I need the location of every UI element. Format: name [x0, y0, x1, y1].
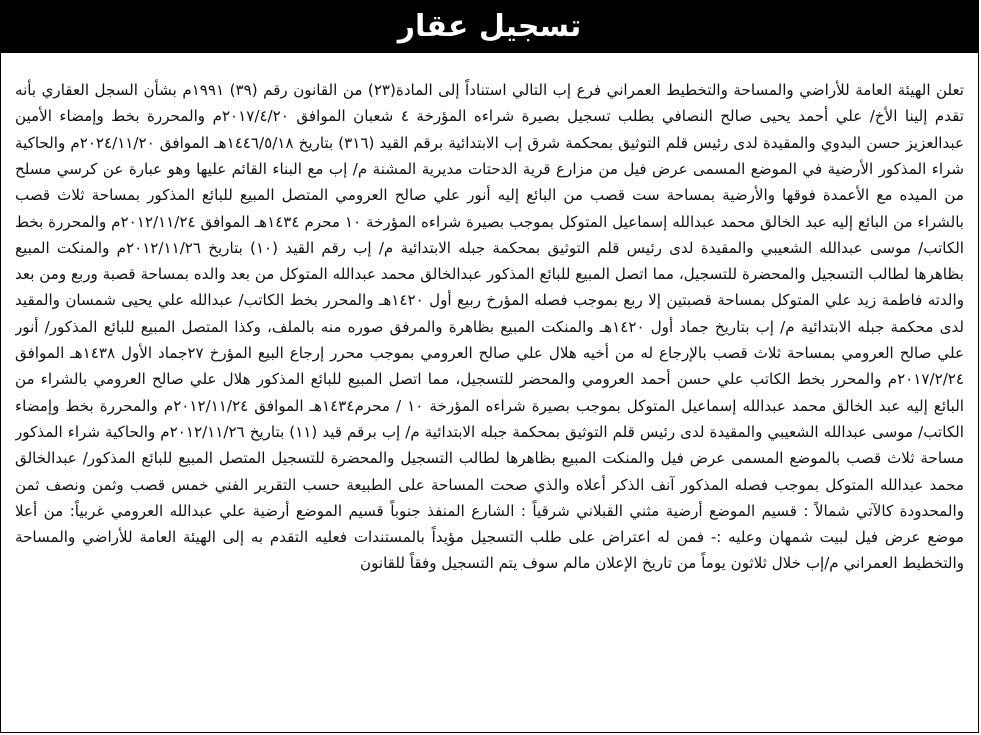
notice-body: تعلن الهيئة العامة للأراضي والمساحة والتخطيط العمراني فرع إب التالي استناداً إلى المادة(٢٣) من القانون رقم (٣٩) ١٩٩١م بشأن السجل العقاري بأنه تقدم إلينا الأخ/ علي أحمد يحيى صالح النصافي بطلب تسجيل بصيرة شراءه المؤرخة ٤ شعبان الموافق ٢٠١٧/٤/٢٠م والمحررة بخط وإمضاء الأمين عبدالعزيز حسن البدوي والمقيدة لدى رئيس قلم التوثيق بمحكمة شرق إب الابتدائية برقم القيد (٣١٦) بتاريخ ١٤٤٦/٥/١٨هـ الموافق ٢٠٢٤/١١/٢٠م والحاكية شراء المذكور الأرضية في الموضع المسمى عرض فيل من مزارع قرية الدحتات مديرية المشنة م/ إب مع البناء القائم عليها وهو عبارة عن كرسي مسلح من الميده مع الأعمدة فوقها والأرضية بمساحة ست قصب من البائع إليه أنور علي صالح العرومي المتصل المبيع للبائع المذكور بمساحة ثلاث قصب بالشراء من البائع إليه عبد الخالق محمد عبدالله إسماعيل المتوكل بموجب بصيرة شراءه المؤرخة ١٠ محرم ١٤٣٤هـ الموافق ٢٠١٢/١١/٢٤م والمحررة بخط الكاتب/ موسى عبدالله الشعيبي والمقيدة لدى رئيس قلم التوثيق بمحكمة جبله الابتدائية م/ إب رقم القيد (١٠) بتاريخ ٢٠١٢/١١/٢٦م والمنكت المبيع بظاهرها لطالب التسجيل والمحضرة للتسجيل، مما اتصل المبيع للبائع المذكور عبدالخالق محمد عبدالله المتوكل من بعد والده بمساحة قصبة وربع ومن بعد والدته فاطمة زيد علي المتوكل بمساحة قصبتين إلا ربع بموجب فصله المؤرخ ربيع أول ١٤٢٠هـ والمحرر بخط الكاتب/ عبدالله علي يحيى شمسان والمقيد لدى محكمة جبله الابتدائية م/ إب بتاريخ جماد أول ١٤٢٠هـ والمنكت المبيع بظاهرة والمرفق صوره منه بالملف، وكذا المتصل المبيع للبائع المذكور/ أنور علي صالح العرومي بمساحة ثلاث قصب بالإرجاع له من أخيه هلال علي صالح العرومي بموجب محرر إرجاع البيع المؤرخ ٢٧جماد الأول ١٤٣٨هـ الموافق ٢٠١٧/٢/٢٤م والمحرر بخط الكاتب علي حسن أحمد العرومي والمحضر للتسجيل، مما اتصل المبيع للبائع المذكور هلال علي صالح العرومي بالشراء من البائع إليه عبد الخالق محمد عبدالله إسماعيل المتوكل بموجب بصيرة شراءه المؤرخة ١٠ / محرم١٤٣٤هـ الموافق ٢٠١٢/١١/٢٤م والمحررة بخط وإمضاء الكاتب/ موسى عبدالله الشعيبي والمقيدة لدى رئيس قلم التوثيق بمحكمة جبله الابتدائية م/ إب برقم قيد (١١) بتاريخ ٢٠١٢/١١/٢٦م والحاكية شراء المذكور مساحة ثلاث قصب بالموضع المسمى عرض فيل والمنكت المبيع بظاهرها لطالب التسجيل والمحضرة للتسجيل المتصل المبيع للبائع المذكور/ عبدالخالق محمد عبدالله المتوكل بموجب فصله المذكور آنف الذكر أعلاه والذي صحت المساحة على الطبيعة حسب التقرير الفني خمس قصب وثمن ونصف ثمن والمحدودة كالآتي شمالاً : قسيم الموضع أرضية مثني القبلاني شرقياً : الشارع المنفذ جنوباً قسيم الموضع أرضية علي عبدالله العرومي غربياً: من أعلا موضع عرض فيل لبيت شمهان وعليه :- فمن له اعتراض على طلب التسجيل مؤيداً بالمستندات فعليه التقدم به إلى الهيئة العامة للأراضي والمساحة والتخطيط العمراني م/إب خلال ثلاثون يوماً من تاريخ الإعلان مالم سوف يتم التسجيل وفقاً للقانون [15, 81, 964, 573]
notice-title: تسجيل عقار [397, 9, 582, 44]
notice-header [1, 1, 978, 53]
